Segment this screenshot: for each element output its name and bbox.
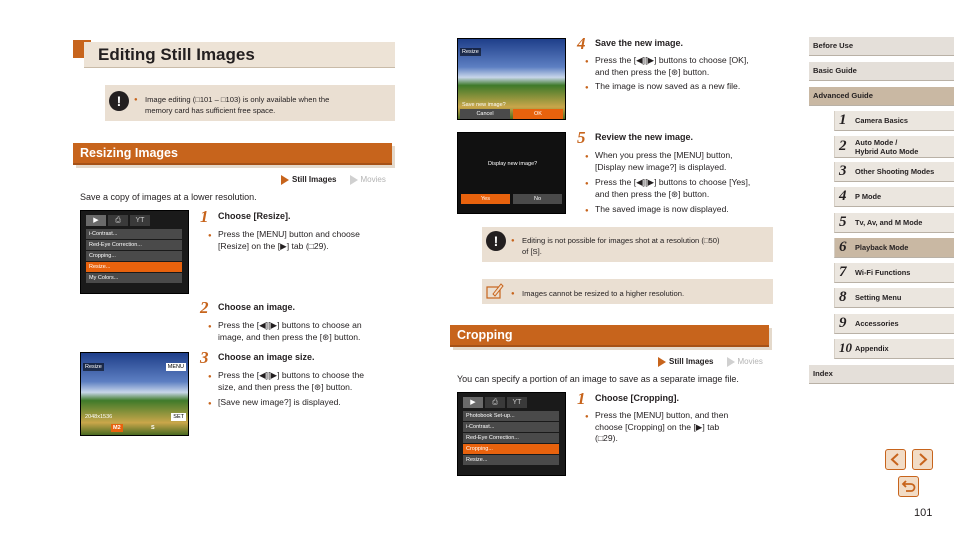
- nav-chapter-label: Wi-Fi Functions: [855, 268, 911, 277]
- nav-chapter-number: 5: [839, 214, 847, 230]
- caution-note-line1: Image editing (□101 – □103) is only available when the: [145, 95, 330, 104]
- nav-chapter-number: 3: [839, 163, 847, 179]
- previous-page-button[interactable]: [885, 449, 906, 470]
- nav-chapter-9[interactable]: [834, 314, 954, 334]
- step-title: Choose [Cropping].: [595, 393, 679, 403]
- nav-chapter-number: 10: [839, 340, 852, 355]
- menu-tabs: [463, 397, 527, 409]
- nav-chapter-10[interactable]: [834, 339, 954, 359]
- nav-chapter-number: 9: [839, 315, 847, 331]
- step-bullet-line1: ● Press the [◀][▶] buttons to choose [OK],: [595, 55, 749, 65]
- setup-tab-icon: YT: [507, 397, 527, 408]
- menu-row: Photobook Set-up...: [463, 411, 559, 421]
- movies-label: Movies: [360, 175, 386, 184]
- step-bullet-line2: size, and then press the [⊛] button.: [218, 381, 353, 392]
- step-title: Review the new image.: [595, 132, 694, 142]
- nav-chapter-6[interactable]: [834, 238, 954, 258]
- playback-tab-icon: ▶: [463, 397, 483, 408]
- step-bullet-line2: image, and then press the [⊛] button.: [218, 331, 361, 342]
- memo-text: [522, 288, 684, 299]
- movies-triangle-icon: [350, 175, 358, 185]
- step-number: 3: [200, 348, 209, 367]
- step-bullet: [595, 410, 728, 445]
- step-bullet-line1: ● Press the [MENU] button and choose: [218, 229, 360, 239]
- step-number: 4: [577, 34, 586, 53]
- caution-note-2-text: [522, 235, 767, 257]
- memo-line: Images cannot be resized to a higher resolution.: [522, 289, 685, 298]
- nav-chapter-label-line2: Hybrid Auto Mode: [855, 147, 919, 156]
- size-text: 2048x1536: [85, 414, 113, 420]
- still-images-triangle-icon: [658, 357, 666, 367]
- cancel-button: Cancel: [460, 109, 510, 119]
- step-title: Choose [Resize].: [218, 211, 291, 221]
- movies-label: Movies: [737, 357, 763, 366]
- nav-chapter-label: Tv, Av, and M Mode: [855, 218, 923, 227]
- caution-note-2-line1: Editing is not possible for images shot at a resolution (□50): [522, 236, 720, 245]
- still-images-label: Still Images: [292, 175, 337, 184]
- menu-row-selected: Cropping...: [463, 444, 559, 454]
- nav-chapter-4[interactable]: [834, 187, 954, 207]
- arrow-left-icon: [886, 450, 905, 469]
- no-button: No: [513, 194, 562, 204]
- menu-tag: MENU: [167, 364, 184, 370]
- step-bullet-line2: [Display new image?] is displayed.: [595, 161, 727, 172]
- nav-chapter-label: Camera Basics: [855, 116, 909, 125]
- nav-chapter-label-line1: Auto Mode /: [855, 138, 898, 147]
- resizing-type-labels: [281, 174, 386, 185]
- nav-basic-guide[interactable]: Basic Guide: [809, 62, 954, 81]
- set-tag: SET: [173, 414, 184, 420]
- nav-chapter-number: 4: [839, 188, 847, 204]
- still-images-triangle-icon: [281, 175, 289, 185]
- camera-cropping-menu-screen: [457, 392, 566, 476]
- nav-chapter-number: 6: [839, 239, 847, 255]
- step-title: Choose an image size.: [218, 352, 315, 362]
- movies-triangle-icon: [727, 357, 735, 367]
- step-bullet: [595, 55, 749, 78]
- menu-row: Red-Eye Correction...: [86, 240, 182, 250]
- return-button[interactable]: [898, 476, 919, 497]
- s-size-mark: S: [151, 425, 155, 431]
- nav-chapter-3[interactable]: [834, 162, 954, 182]
- setup-tab-icon: YT: [130, 215, 150, 226]
- save-prompt: Save new image?: [462, 102, 506, 108]
- page-number: 101: [914, 507, 933, 519]
- resizing-intro: Save a copy of images at a lower resolution.: [80, 192, 257, 202]
- nav-chapter-label: Accessories: [855, 319, 899, 328]
- camera-save-screen: [457, 38, 566, 120]
- cropping-header-title: Cropping: [457, 328, 513, 342]
- menu-tabs: [86, 215, 150, 227]
- nav-chapter-label: Setting Menu: [855, 293, 902, 302]
- nav-chapter-label: Appendix: [855, 344, 889, 353]
- step-bullet-line1: ● Press the [◀][▶] buttons to choose the: [218, 370, 365, 380]
- nav-chapter-8[interactable]: [834, 288, 954, 308]
- caution-note-line2: memory card has sufficient free space.: [145, 106, 276, 115]
- return-icon: [899, 477, 918, 496]
- step-bullet: [218, 370, 364, 393]
- nav-chapter-label: Playback Mode: [855, 243, 909, 252]
- nav-chapter-label: [855, 138, 918, 156]
- step-number: 5: [577, 128, 586, 147]
- resize-tag: Resize: [85, 364, 102, 370]
- caution-icon: !: [486, 231, 506, 251]
- nav-chapter-1[interactable]: [834, 111, 954, 131]
- step-title: Choose an image.: [218, 302, 296, 312]
- nav-chapter-number: 7: [839, 264, 847, 280]
- menu-row: i-Contrast...: [86, 229, 182, 239]
- nav-chapter-label: P Mode: [855, 192, 882, 201]
- next-page-button[interactable]: [912, 449, 933, 470]
- step-title: Save the new image.: [595, 38, 684, 48]
- print-tab-icon: ⎙: [108, 215, 128, 226]
- step-bullet-line1: ● When you press the [MENU] button,: [595, 150, 733, 160]
- camera-resize-screen: [80, 352, 189, 436]
- menu-row: My Colors...: [86, 273, 182, 283]
- still-images-label: Still Images: [669, 357, 714, 366]
- step-bullet: [595, 177, 750, 200]
- step-number: 1: [577, 389, 586, 408]
- arrow-right-icon: [913, 450, 932, 469]
- step-bullet-line2: [Resize] on the [▶] tab (□29).: [218, 240, 329, 251]
- nav-index[interactable]: Index: [809, 365, 954, 384]
- menu-row: Cropping...: [86, 251, 182, 261]
- menu-row: Resize...: [463, 455, 559, 465]
- menu-row-selected: Resize...: [86, 262, 182, 272]
- camera-display-screen: [457, 132, 566, 214]
- nav-before-use[interactable]: Before Use: [809, 37, 954, 56]
- step-bullet-line1: ● Press the [MENU] button, and then: [595, 410, 729, 420]
- step-bullet: ● The saved image is now displayed.: [595, 204, 729, 216]
- yes-button: Yes: [461, 194, 510, 204]
- caution-icon: !: [109, 91, 129, 111]
- camera-menu-screen: [80, 210, 189, 294]
- nav-chapter-7[interactable]: [834, 263, 954, 283]
- step-bullet: [595, 150, 733, 173]
- m2-size-mark: M2: [113, 425, 121, 431]
- step-bullet-line3: (□29).: [595, 433, 618, 443]
- step-bullet: [218, 320, 362, 343]
- nav-chapter-number: 2: [839, 138, 847, 154]
- step-number: 1: [200, 207, 209, 226]
- resizing-header-title: Resizing Images: [80, 146, 178, 160]
- nav-chapter-number: 8: [839, 289, 847, 305]
- caution-note-2-line2: of [S].: [522, 247, 542, 256]
- display-prompt: Display new image?: [488, 161, 538, 167]
- step-bullet-line1: ● Press the [◀][▶] buttons to choose [Yes],: [595, 177, 751, 187]
- menu-row: i-Contrast...: [463, 422, 559, 432]
- cropping-type-labels: [658, 356, 763, 367]
- step-bullet: ● [Save new image?] is displayed.: [218, 397, 341, 409]
- page-title: Editing Still Images: [98, 45, 255, 64]
- resize-tag: Resize: [462, 49, 479, 55]
- step-bullet-line2: and then press the [⊛] button.: [595, 66, 710, 77]
- playback-tab-icon: ▶: [86, 215, 106, 226]
- pencil-icon: [485, 281, 505, 301]
- caution-note-text: [145, 94, 385, 116]
- ok-button: OK: [513, 109, 563, 119]
- nav-chapter-5[interactable]: [834, 213, 954, 233]
- step-bullet: ● The image is now saved as a new file.: [595, 81, 740, 93]
- nav-chapter-number: 1: [839, 112, 847, 128]
- nav-advanced-guide[interactable]: Advanced Guide: [809, 87, 954, 106]
- nav-chapter-2[interactable]: [834, 136, 954, 158]
- step-bullet: [218, 229, 360, 252]
- print-tab-icon: ⎙: [485, 397, 505, 408]
- step-bullet-line2: choose [Cropping] on the [▶] tab: [595, 421, 720, 432]
- step-number: 2: [200, 298, 209, 317]
- menu-row: Red-Eye Correction...: [463, 433, 559, 443]
- nav-chapter-label: Other Shooting Modes: [855, 167, 935, 176]
- step-bullet-line2: and then press the [⊛] button.: [595, 188, 710, 199]
- step-bullet-line1: ● Press the [◀][▶] buttons to choose an: [218, 320, 362, 330]
- cropping-intro: You can specify a portion of an image to save as a separate image file.: [457, 374, 739, 384]
